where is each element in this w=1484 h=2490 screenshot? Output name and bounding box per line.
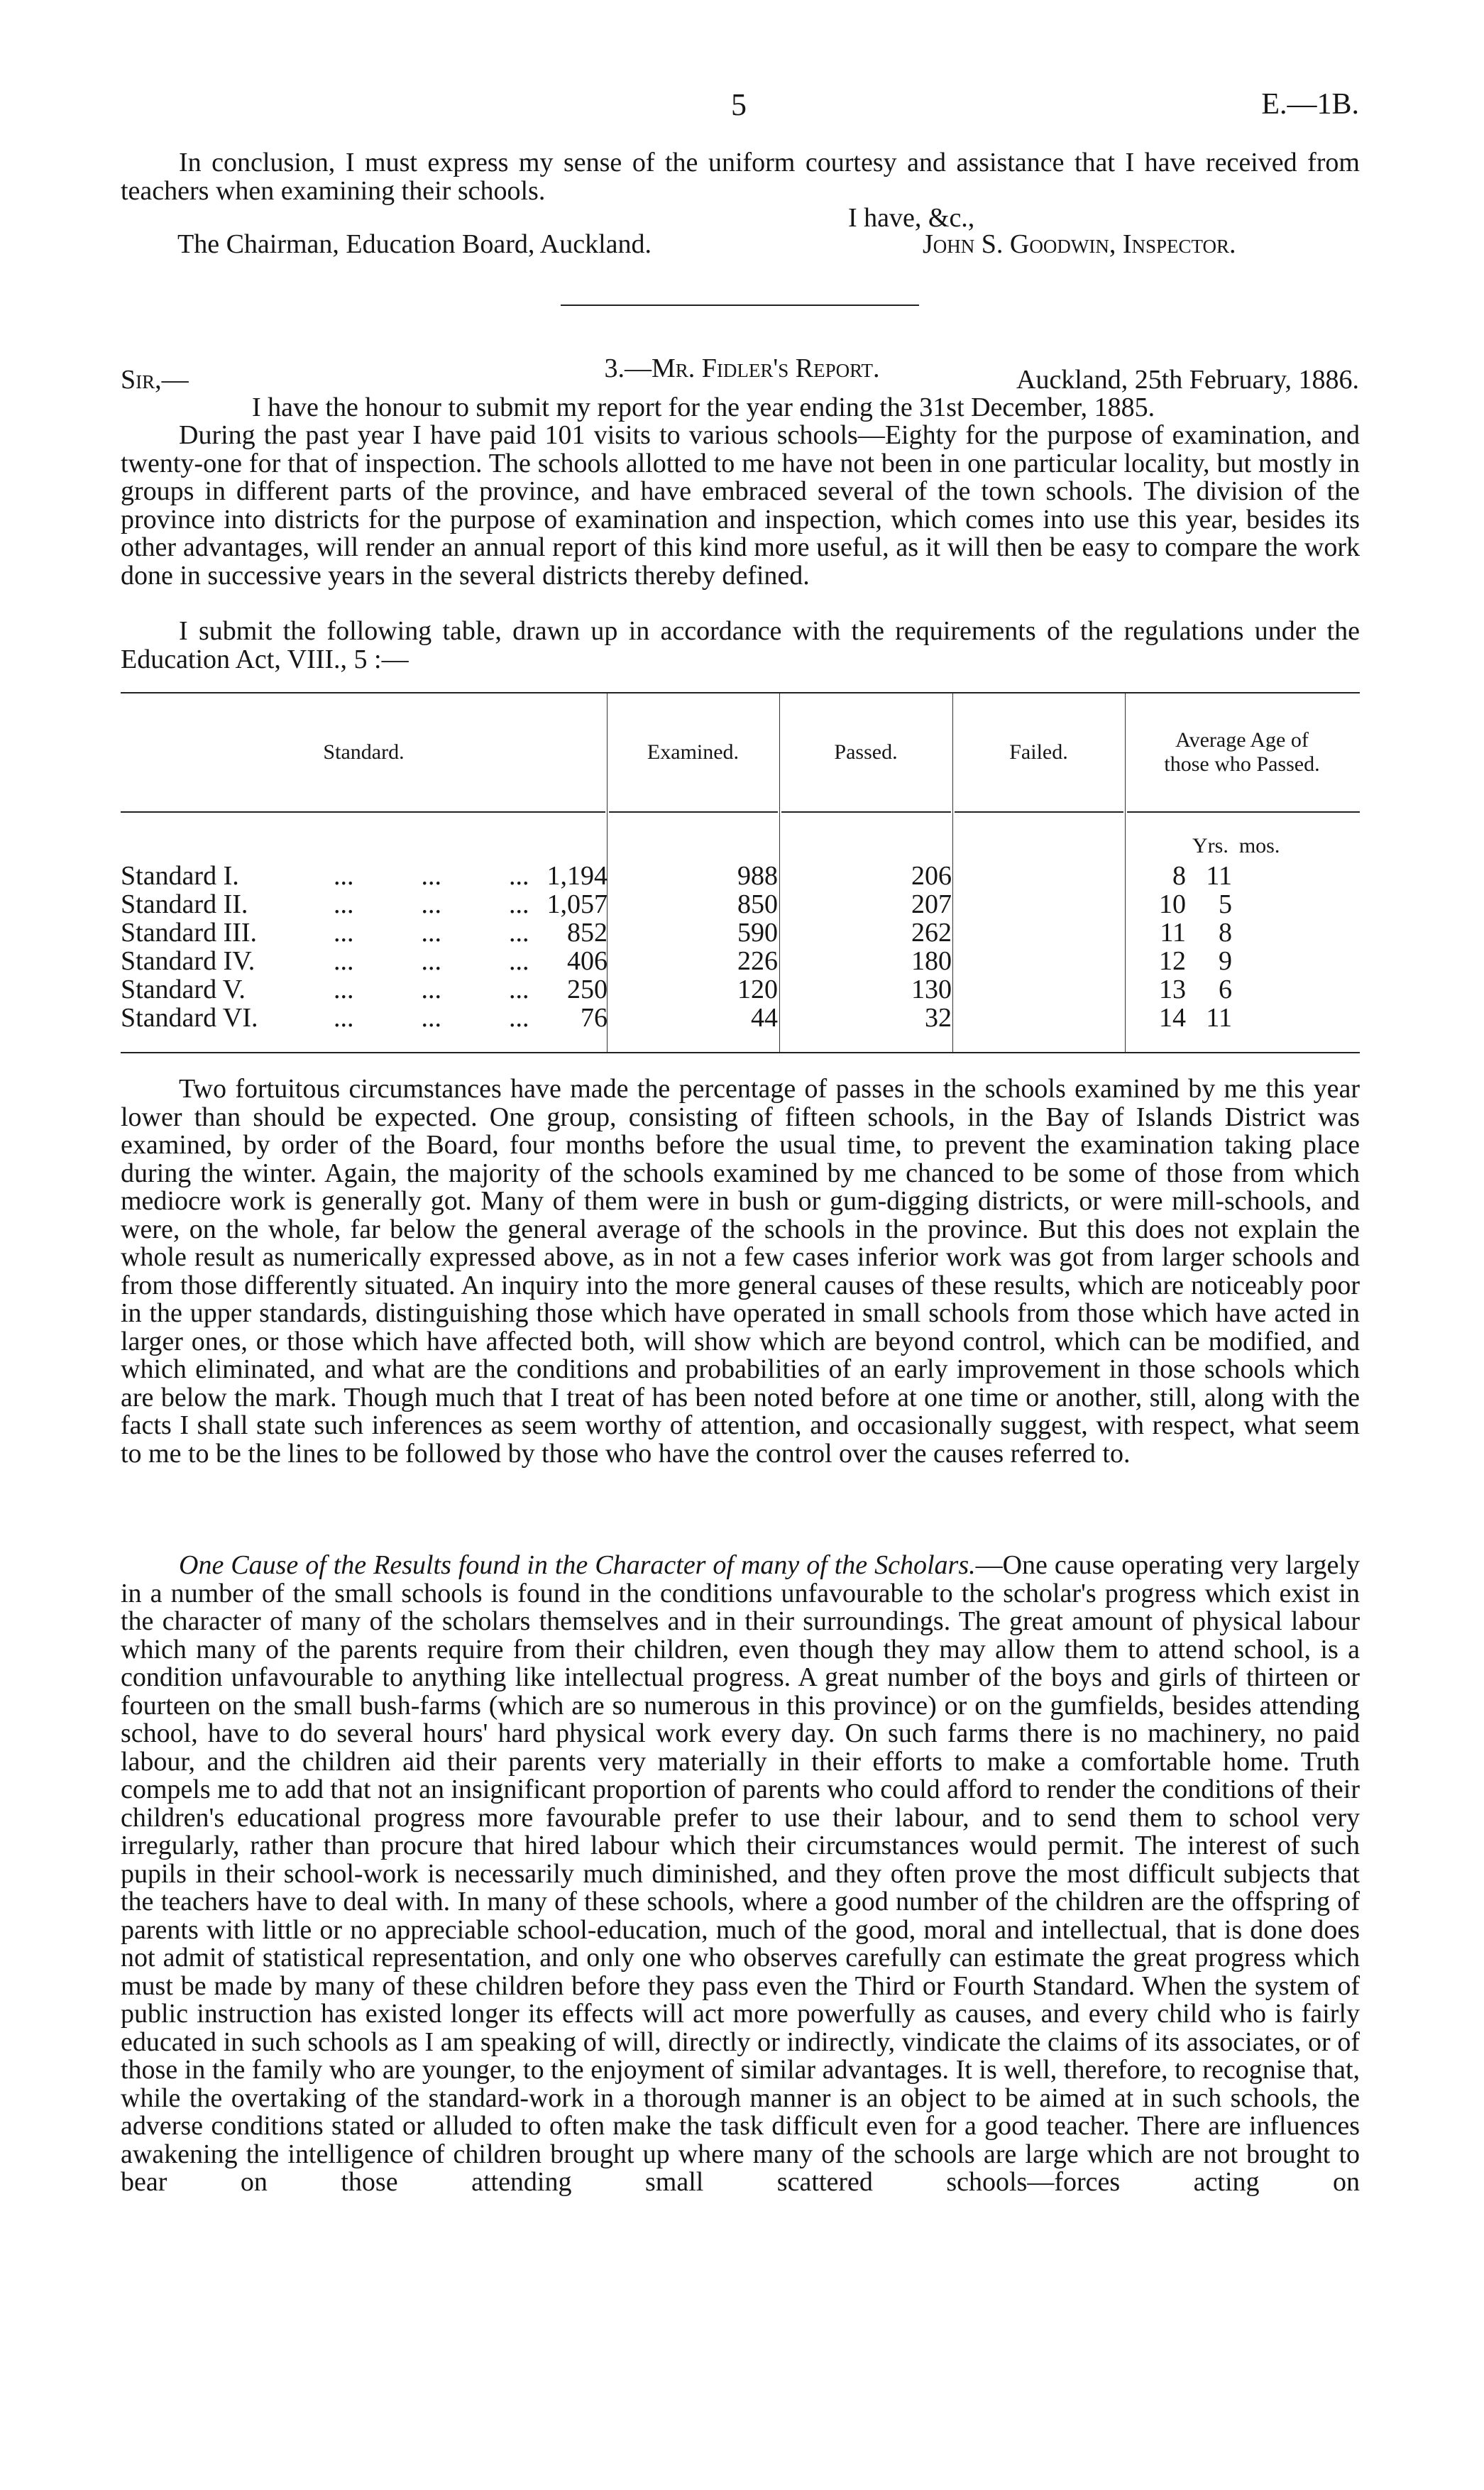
standard-cell: Standard III. [121,918,258,948]
failed-cell: 130 [911,975,952,1004]
section-divider [561,305,919,306]
dots-leader: ... ... ... [334,1003,529,1033]
header-average-age: Average Age of those who Passed. [1164,728,1320,776]
dots-leader: ... ... ... [334,889,529,919]
passed-cell: 988 [737,861,778,891]
age-years-cell: 12 [1159,946,1186,976]
failed-cell: 180 [911,946,952,976]
table-row [121,862,1360,891]
age-years-cell: 13 [1159,975,1186,1004]
table-row [121,948,1360,976]
standard-cell: Standard IV. [121,946,255,976]
age-months-cell: 5 [1219,889,1232,919]
passed-cell: 120 [737,975,778,1004]
table-row [121,1004,1360,1033]
header-examined: Examined. [647,740,740,764]
standard-cell: Standard V. [121,975,246,1004]
closing-salutation: I have, &c., [848,203,975,233]
age-units: Yrs. mos. [1192,834,1280,857]
document-reference: E.—1B. [1261,88,1359,121]
addressee: The Chairman, Education Board, Auckland. [177,229,652,259]
header-standard: Standard. [323,740,405,764]
age-months-cell: 6 [1219,975,1232,1004]
report-place-date: Auckland, 25th February, 1886. [1016,365,1359,395]
passed-cell: 44 [751,1003,778,1033]
examined-cell: 1,057 [546,889,608,919]
paragraph-character [121,1552,1360,2197]
dots-leader: ... ... ... [334,975,529,1004]
page-number: 5 [731,87,747,122]
examined-cell: 250 [567,975,608,1004]
report-intro: I have the honour to submit my report for the year ending the 31st December, 1885. [252,393,1155,422]
header-failed: Failed. [1009,740,1068,764]
age-years-cell: 14 [1159,1003,1186,1033]
standard-cell: Standard II. [121,889,248,919]
closing-paragraph: In conclusion, I must express my sense of the uniform courtesy and assistance that I have received from teachers when examining their schools. [121,148,1360,206]
examined-cell: 852 [567,918,608,948]
section-heading: One Cause of the Results found in the Character of many of the Scholars. [179,1550,976,1580]
dots-leader: ... ... ... [334,861,529,891]
failed-cell: 32 [925,1003,952,1033]
paragraph-character-text: —One cause operating very largely in a number of the small schools is found in the conditions unfavourable to the scholar's progress which exist in the character of many of the scholars themselves and in their surroundings. The great amount of physical labour which many of the parents require from their children, even though they may allow them to attend school, is a condition unfavourable to anything like intellectual progress. A great number of the boys and girls of thirteen or fourteen on the small bush-farms (which are so numerous in this province) or on the gumfields, besides attending school, have to do several hours' hard physical work every day. On such farms there is no machinery, no paid labour, and the children aid their parents very materially in their efforts to make a comfortable home. Truth compels me to add that not an insignificant proportion of parents who could afford to render the conditions of their children's educational progress more favourable prefer to use their labour, and to send them to school very irregularly, rather than procure that hired labour which their circumstances would permit. The interest of such pupils in their school-work is necessarily much diminished, and they often prove the most difficult subjects that the teachers have to deal with. In many of these schools, where a good number of the children are the offspring of parents with little or no appreciable school-education, much of the good, moral and intellectual, that is done does not admit of statistical representation, and only one who observes carefully can estimate the great progress which must be made by many of these children before they pass even the Third or Fourth Standard. When the system of public instruction has existed longer its effects will act more powerfully as causes, and every child who is fairly educated in such schools as I am speaking of will, directly or indirectly, vindicate the claims of its associates, or of those in the family who are younger, to the enjoyment of similar advantages. It is well, therefore, to recognise that, while the overtaking of the standard-work in a thorough manner is an object to be aimed at in such schools, the adverse conditions stated or alluded to often make the task difficult even for a good teacher. There are influences awakening the intelligence of children brought up where many of the schools are large which are not brought to bear on those attending small scattered schools—forces acting on [121,1550,1360,2197]
examined-cell: 406 [567,946,608,976]
report-paragraph-visits: During the past year I have paid 101 visits to various schools—Eighty for the purpose of examination, and twenty-one for that of inspection. The schools allotted to me have not been in one particular locality, but mostly in groups in different parts of the province, and have embraced several of the town schools. The division of the province into districts for the purpose of examination and inspection, which comes into use this year, besides its other advantages, will render an annual report of this kind more useful, as it will then be easy to compare the work done in successive years in the several districts thereby defined. [121,420,1360,591]
passed-cell: 850 [737,889,778,919]
failed-cell: 206 [911,861,952,891]
report-title: 3.—Mr. Fidler's Report. [604,353,880,383]
passed-cell: 226 [737,946,778,976]
dots-leader: ... ... ... [334,918,529,948]
age-years-cell: 10 [1159,889,1186,919]
table-row [121,919,1360,948]
age-years-cell: 8 [1172,861,1186,891]
age-years-cell: 11 [1160,918,1186,948]
table-row [121,976,1360,1004]
failed-cell: 207 [911,889,952,919]
header-passed: Passed. [834,740,898,764]
report-greeting: Sir,— [121,365,189,395]
age-months-cell: 11 [1206,861,1232,891]
standard-cell: Standard I. [121,861,239,891]
paragraph-circumstances: Two fortuitous circumstances have made the percentage of passes in the schools examined by me this year lower than should be expected. One group, consisting of fifteen schools, in the Bay of Islands District was examined, by order of the Board, four months before the usual time, to prevent the examination taking place during the winter. Again, the majority of the schools examined by me chanced to be some of those from which mediocre work is generally got. Many of them were in bush or gum-digging districts, or were mill-schools, and were, on the whole, far below the general average of the schools in the province. But this does not explain the whole result as numerically expressed above, as in not a few cases inferior work was got from larger schools and from those differently situated. An inquiry into the more general causes of these results, which are noticeably poor in the upper standards, distinguishing those which have operated in small schools from those which have acted in larger ones, or those which have affected both, will show which are beyond control, which can be modified, and which eliminated, and what are the conditions and probabilities of an early improvement in those schools which are below the mark. Though much that I treat of has been noted before at one time or another, still, along with the facts I shall state such inferences as seem worthy of attention, and occasionally suggest, with respect, what seem to me to be the lines to be followed by those who have the control over the causes referred to. [121,1074,1360,1469]
examined-cell: 76 [581,1003,608,1033]
age-months-cell: 8 [1219,918,1232,948]
age-months-cell: 9 [1219,946,1232,976]
results-table [121,692,1360,1053]
report-paragraph-table-intro: I submit the following table, drawn up in accordance with the requirements of the regulations under the Education Act, VIII., 5 :— [121,616,1360,674]
passed-cell: 590 [737,918,778,948]
age-months-cell: 11 [1206,1003,1232,1033]
examined-cell: 1,194 [546,861,608,891]
failed-cell: 262 [911,918,952,948]
dots-leader: ... ... ... [334,946,529,976]
signature: John S. Goodwin, Inspector. [923,229,1236,259]
table-row [121,891,1360,919]
standard-cell: Standard VI. [121,1003,258,1033]
